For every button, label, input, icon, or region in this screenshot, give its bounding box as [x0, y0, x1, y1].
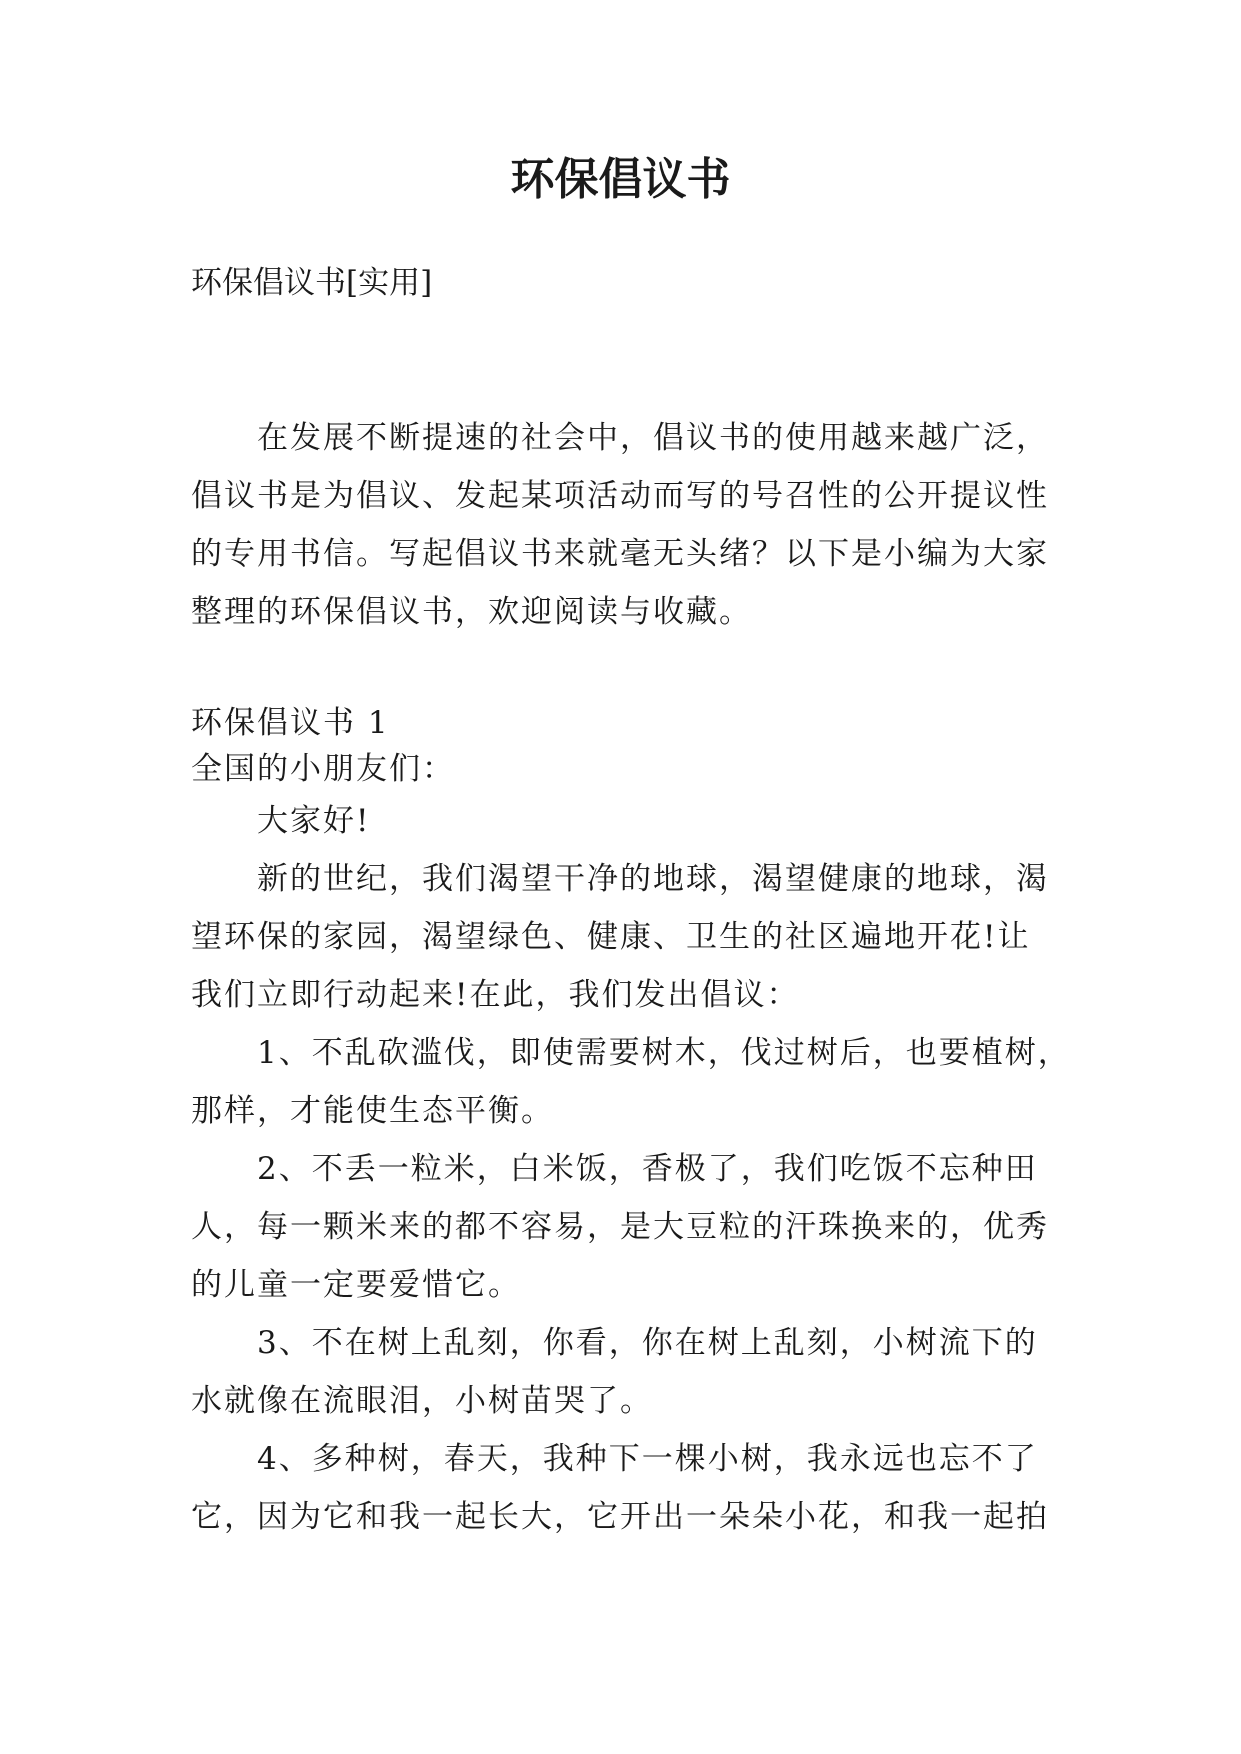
greeting: 全国的小朋友们：: [191, 751, 455, 787]
document-subtitle: 环保倡议书[实用]: [191, 265, 433, 301]
text-line: 2、不丢一粒米，白米饭，香极了，我们吃饭不忘种田: [257, 1151, 1038, 1187]
text-line: 水就像在流眼泪，小树苗哭了。: [191, 1383, 653, 1419]
text-line: 它，因为它和我一起长大，它开出一朵朵小花，和我一起拍: [191, 1499, 1049, 1535]
text-line: 1、不乱砍滥伐，即使需要树木，伐过树后，也要植树，: [257, 1035, 1071, 1071]
text-line: 4、多种树，春天，我种下一棵小树，我永远也忘不了: [257, 1441, 1038, 1477]
text-line: 3、不在树上乱刻，你看，你在树上乱刻，小树流下的: [257, 1325, 1038, 1361]
section-heading: 环保倡议书 1: [191, 705, 390, 741]
text-line: 我们立即行动起来!在此，我们发出倡议：: [191, 977, 800, 1013]
text-line: 在发展不断提速的社会中，倡议书的使用越来越广泛，: [257, 420, 1049, 456]
hello-line: 大家好!: [257, 803, 371, 839]
text-line: 那样，才能使生态平衡。: [191, 1093, 554, 1129]
document-title: 环保倡议书: [510, 154, 731, 205]
text-line: 新的世纪，我们渴望干净的地球，渴望健康的地球，渴: [257, 861, 1049, 897]
text-line: 望环保的家园，渴望绿色、健康、卫生的社区遍地开花!让: [191, 919, 1031, 955]
text-line: 的儿童一定要爱惜它。: [191, 1267, 521, 1303]
text-line: 整理的环保倡议书，欢迎阅读与收藏。: [191, 594, 752, 630]
text-line: 的专用书信。写起倡议书来就毫无头绪？以下是小编为大家: [191, 536, 1049, 572]
intro-paragraph: [191, 409, 1071, 641]
text-line: 人，每一颗米来的都不容易，是大豆粒的汗珠换来的，优秀: [191, 1209, 1049, 1245]
text-line: 倡议书是为倡议、发起某项活动而写的号召性的公开提议性: [191, 478, 1049, 514]
letter-body: [191, 700, 1071, 1546]
